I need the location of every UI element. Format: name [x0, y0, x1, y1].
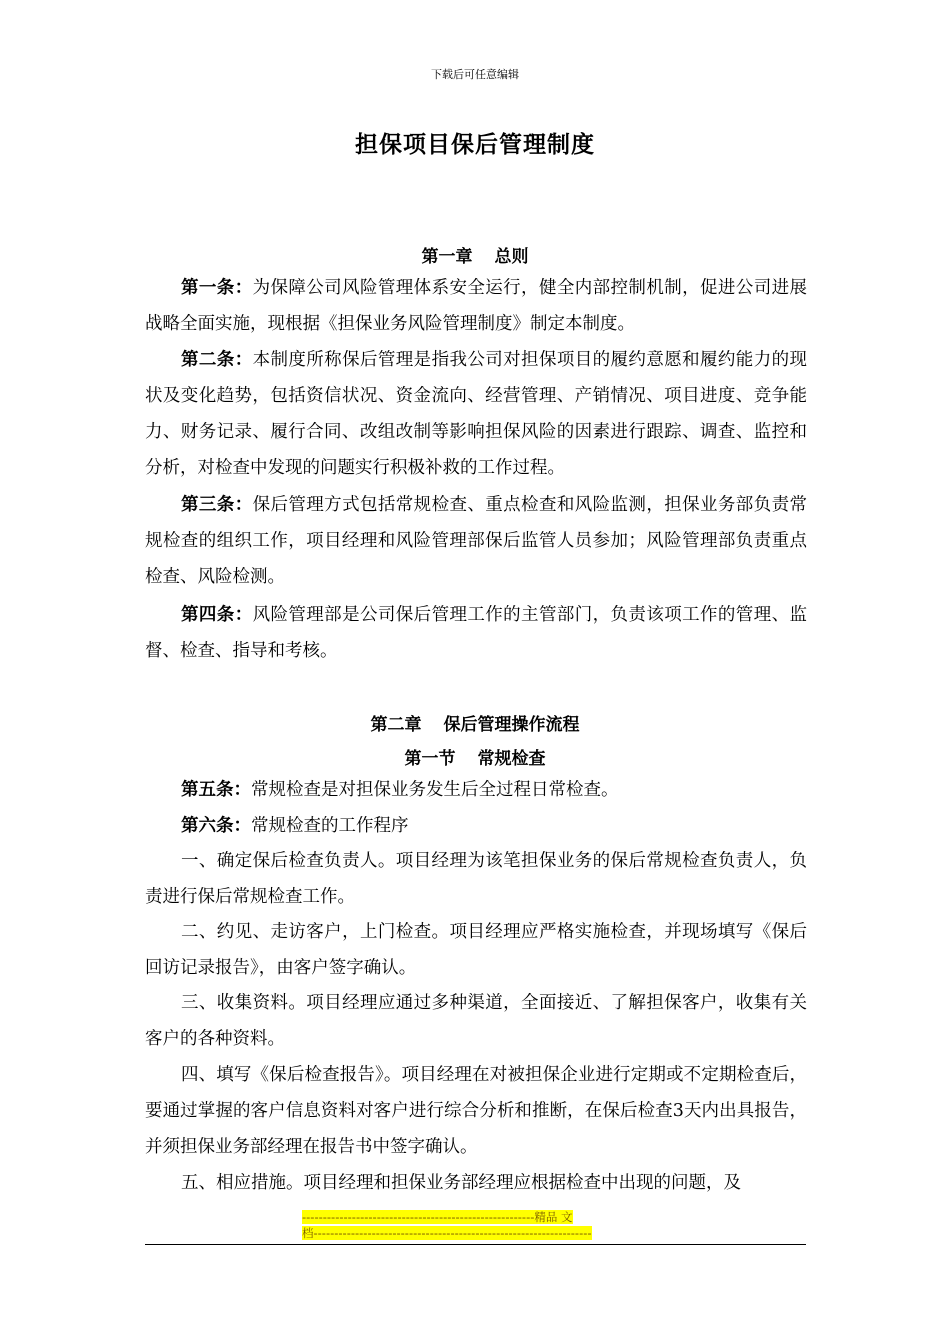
procedure-item-5: 五、相应措施。项目经理和担保业务部经理应根据检查中出现的问题，及 — [181, 1173, 741, 1193]
article-3 — [145, 487, 807, 595]
section-1-name: 常规检查 — [477, 749, 546, 769]
article-4 — [145, 597, 807, 669]
procedure-item-1: 一、确定保后检查负责人。项目经理为该笔担保业务的保后常规检查负责人，负责进行保后常规检查工作。 — [145, 851, 807, 907]
chapter-2-heading — [0, 710, 950, 735]
footer-banner-line-2: 档------------------------------------------------------------------- — [302, 1226, 592, 1240]
article-5 — [145, 772, 807, 808]
article-label: 第二条： — [181, 350, 253, 370]
chapter-2-name: 保后管理操作流程 — [443, 715, 580, 735]
article-text: 常规检查的工作程序 — [251, 816, 409, 836]
article-2 — [145, 342, 807, 486]
article-text: 保后管理方式包括常规检查、重点检查和风险监测，担保业务部负责常规检查的组织工作，项目经理和风险管理部保后监管人员参加；风险管理部负责重点检查、风险检测。 — [145, 495, 808, 587]
chapter-1-heading — [0, 242, 950, 267]
article-label: 第六条： — [181, 816, 251, 836]
article-text: 风险管理部是公司保后管理工作的主管部门，负责该项工作的管理、监督、检查、指导和考核。 — [145, 605, 808, 661]
footer-banner-line-1: --------------------------------------------------------精品 文 — [302, 1210, 573, 1224]
article-label: 第三条： — [181, 495, 253, 515]
article-text: 本制度所称保后管理是指我公司对担保项目的履约意愿和履约能力的现状及变化趋势，包括资信状况、资金流向、经营管理、产销情况、项目进度、竞争能力、财务记录、履行合同、改组改制等影响担保风险的因素进行跟踪、调查、监控和分析，对检查中发现的问题实行积极补救的工作过程。 — [145, 350, 808, 478]
chapter-1-name: 总则 — [494, 247, 529, 267]
section-1-heading — [0, 744, 950, 769]
header-note: 下载后可任意编辑 — [431, 68, 519, 81]
chapter-1-label: 第一章 — [421, 247, 473, 267]
article-label: 第五条： — [181, 780, 251, 800]
section-1-label: 第一节 — [404, 749, 456, 769]
article-text: 常规检查是对担保业务发生后全过程日常检查。 — [251, 780, 619, 800]
procedure-item-2: 二、约见、走访客户，上门检查。项目经理应严格实施检查，并现场填写《保后回访记录报告》，由客户签字确认。 — [145, 922, 807, 978]
chapter-2-label: 第二章 — [370, 715, 422, 735]
procedure-item-4: 四、填写《保后检查报告》。项目经理在对被担保企业进行定期或不定期检查后，要通过掌握的客户信息资料对客户进行综合分析和推断，在保后检查3天内出具报告，并须担保业务部经理在报告书中签字确认。 — [145, 1065, 807, 1157]
document-title: 担保项目保后管理制度 — [355, 131, 595, 158]
procedure-item-3: 三、收集资料。项目经理应通过多种渠道，全面接近、了解担保客户，收集有关客户的各种资料。 — [145, 993, 807, 1049]
footer-divider — [145, 1244, 806, 1245]
article-label: 第四条： — [181, 605, 253, 625]
article-1 — [145, 270, 807, 342]
footer-banner — [302, 1209, 648, 1241]
article-text: 为保障公司风险管理体系安全运行，健全内部控制机制，促进公司进展战略全面实施，现根据《担保业务风险管理制度》制定本制度。 — [145, 278, 808, 334]
article-6 — [145, 808, 807, 844]
article-label: 第一条： — [181, 278, 253, 298]
